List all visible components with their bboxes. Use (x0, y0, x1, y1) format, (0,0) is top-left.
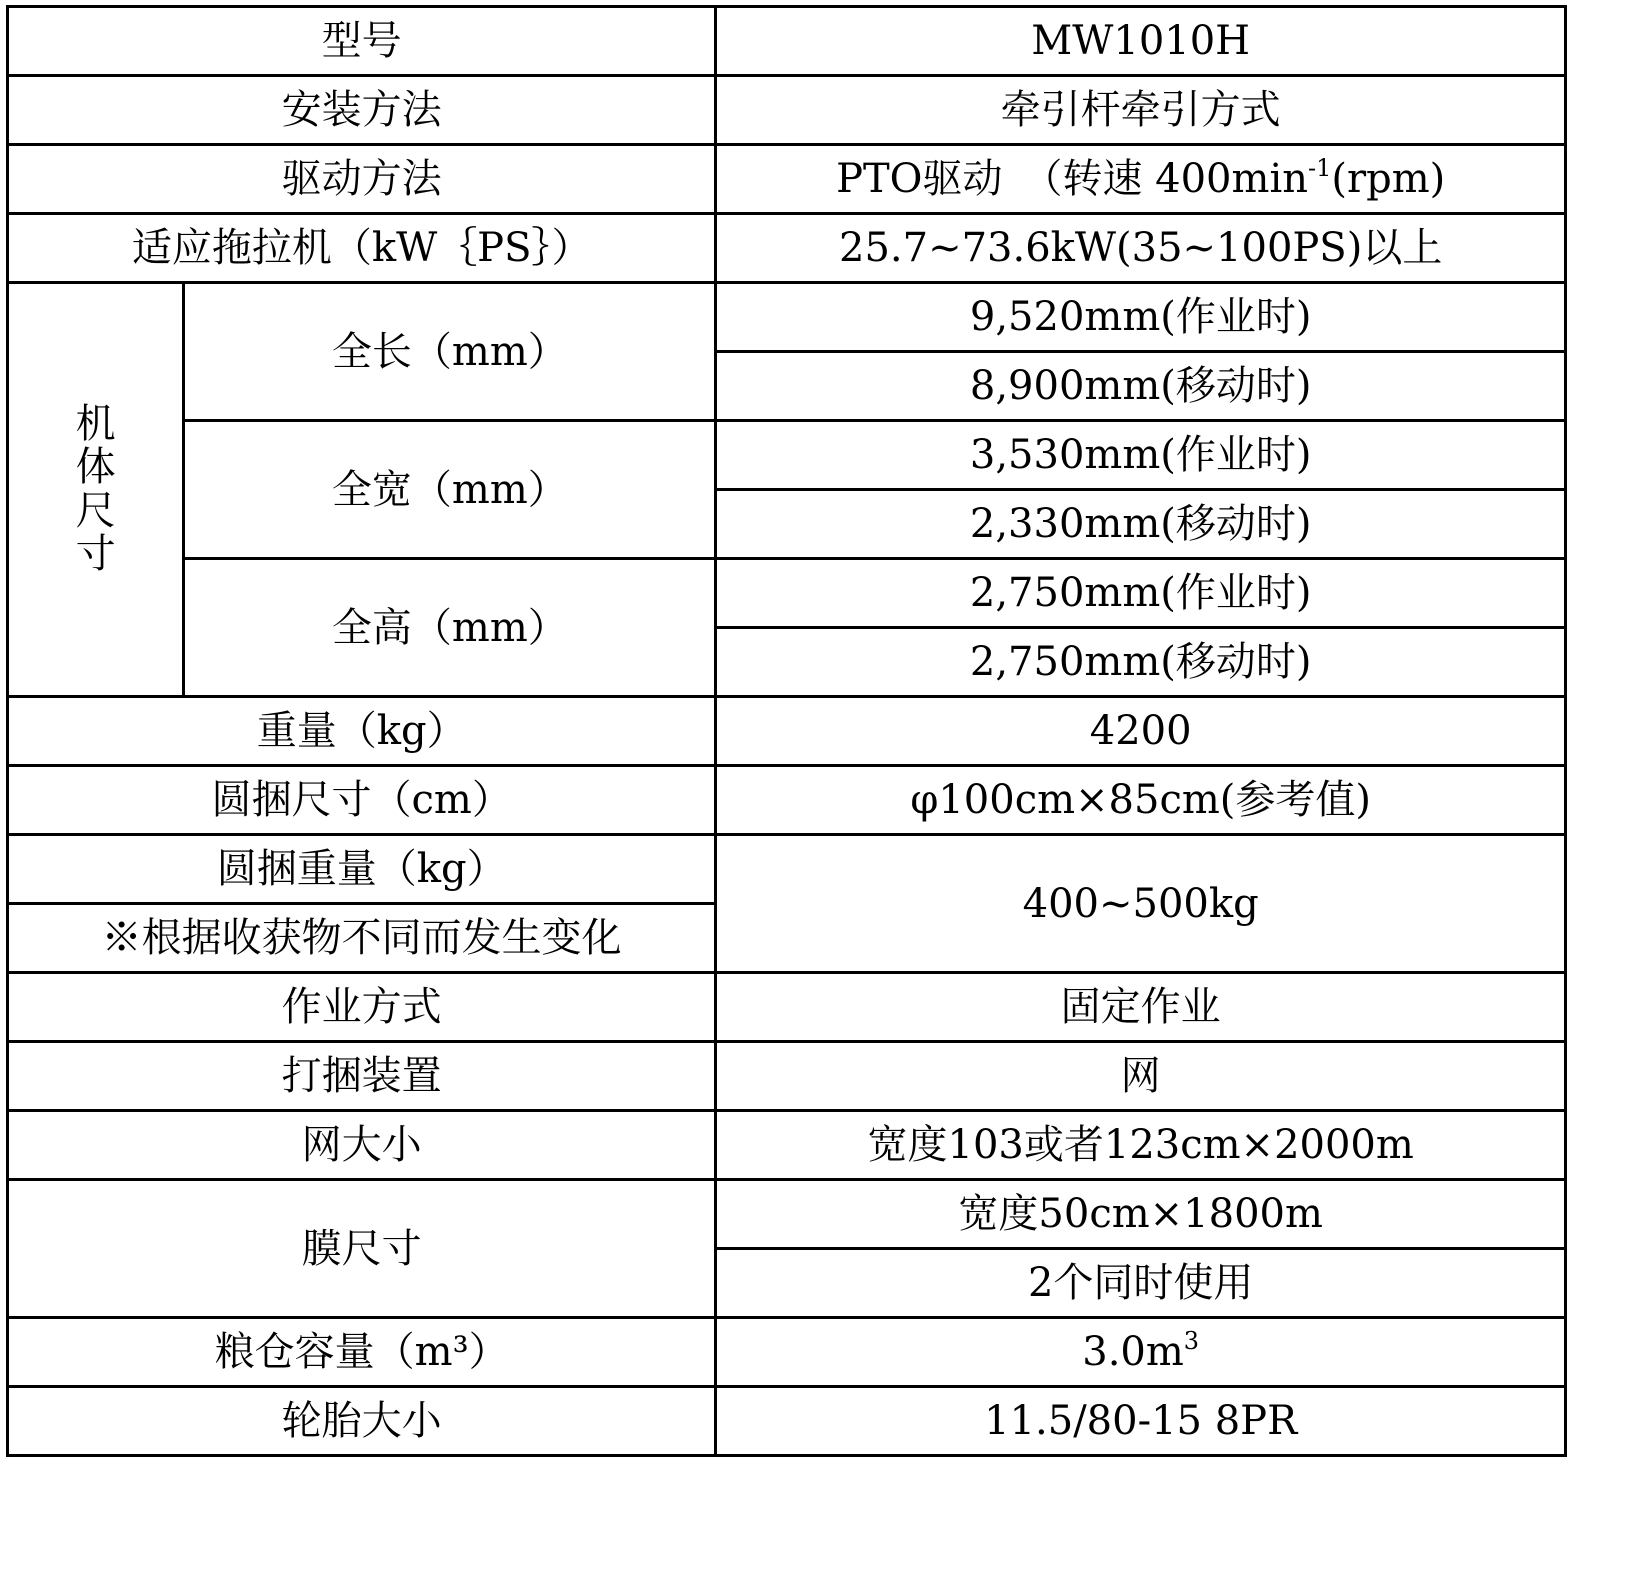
binding-label: 打捆装置 (8, 1042, 716, 1111)
row-weight (8, 697, 1566, 766)
drive-value-exponent: -1 (1308, 154, 1332, 182)
body-size-group-label: 机体尺寸 (8, 283, 184, 697)
tire-label: 轮胎大小 (8, 1387, 716, 1456)
drive-label: 驱动方法 (8, 145, 716, 214)
row-mounting (8, 76, 1566, 145)
width-working-value: 3,530mm(作业时) (716, 421, 1566, 490)
bale-size-label: 圆捆尺寸（cm） (8, 766, 716, 835)
bale-weight-label: 圆捆重量（kg） (8, 835, 716, 904)
row-height-working (8, 559, 1566, 628)
bale-weight-value: 400~500kg (716, 835, 1566, 973)
drive-value (716, 145, 1566, 214)
hopper-value-main: 3.0m (1082, 1329, 1184, 1375)
drive-value-main: PTO驱动 （转速 400min (836, 156, 1308, 202)
hopper-label: 粮仓容量（m³） (8, 1318, 716, 1387)
row-tractor (8, 214, 1566, 283)
net-size-label: 网大小 (8, 1111, 716, 1180)
film-size-value-2: 2个同时使用 (716, 1249, 1566, 1318)
length-moving-value: 8,900mm(移动时) (716, 352, 1566, 421)
model-value: MW1010H (716, 7, 1566, 76)
model-label: 型号 (8, 7, 716, 76)
weight-value: 4200 (716, 697, 1566, 766)
net-size-value: 宽度103或者123cm×2000m (716, 1111, 1566, 1180)
film-size-label: 膜尺寸 (8, 1180, 716, 1318)
length-working-value: 9,520mm(作业时) (716, 283, 1566, 352)
bale-size-value: φ100cm×85cm(参考值) (716, 766, 1566, 835)
mounting-value: 牵引杆牵引方式 (716, 76, 1566, 145)
tire-value: 11.5/80-15 8PR (716, 1387, 1566, 1456)
work-method-value: 固定作业 (716, 973, 1566, 1042)
length-label: 全长（mm） (184, 283, 716, 421)
row-hopper (8, 1318, 1566, 1387)
binding-value: 网 (716, 1042, 1566, 1111)
height-working-value: 2,750mm(作业时) (716, 559, 1566, 628)
work-method-label: 作业方式 (8, 973, 716, 1042)
row-film-size (8, 1180, 1566, 1249)
tractor-label: 适应拖拉机（kW｛PS｝） (8, 214, 716, 283)
weight-label: 重量（kg） (8, 697, 716, 766)
hopper-value (716, 1318, 1566, 1387)
hopper-value-exponent: 3 (1183, 1327, 1200, 1355)
row-binding (8, 1042, 1566, 1111)
drive-value-tail: (rpm) (1331, 156, 1446, 202)
row-work-method (8, 973, 1566, 1042)
row-width-working (8, 421, 1566, 490)
row-tire (8, 1387, 1566, 1456)
spec-table (6, 5, 1567, 1457)
row-bale-size (8, 766, 1566, 835)
row-net-size (8, 1111, 1566, 1180)
row-model (8, 7, 1566, 76)
tractor-value: 25.7~73.6kW(35~100PS)以上 (716, 214, 1566, 283)
mounting-label: 安装方法 (8, 76, 716, 145)
width-moving-value: 2,330mm(移动时) (716, 490, 1566, 559)
width-label: 全宽（mm） (184, 421, 716, 559)
row-bale-weight (8, 835, 1566, 904)
height-moving-value: 2,750mm(移动时) (716, 628, 1566, 697)
film-size-value-1: 宽度50cm×1800m (716, 1180, 1566, 1249)
bale-weight-note: ※根据收获物不同而发生变化 (8, 904, 716, 973)
row-length-working (8, 283, 1566, 352)
height-label: 全高（mm） (184, 559, 716, 697)
row-drive (8, 145, 1566, 214)
